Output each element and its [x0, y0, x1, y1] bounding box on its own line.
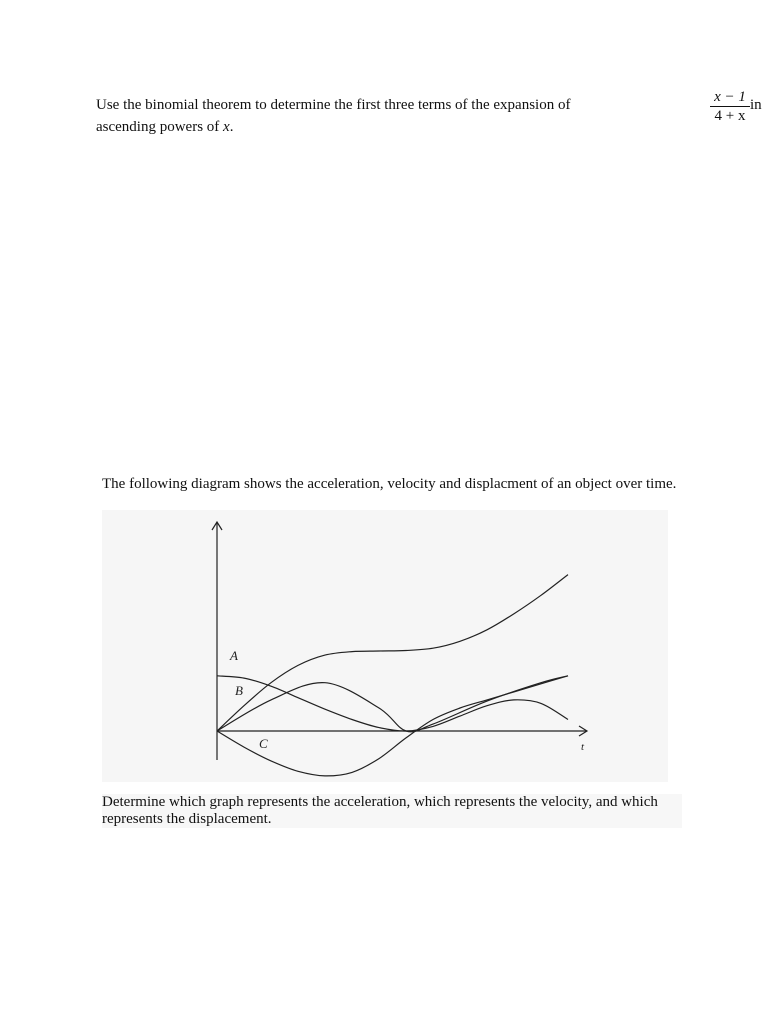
motion-diagram-svg — [102, 510, 668, 782]
question-1 — [96, 89, 762, 135]
question-1-line-2-prefix: ascending powers of — [96, 119, 220, 135]
question-1-text-after: in — [750, 97, 762, 113]
label-a: A — [230, 648, 238, 663]
question-2-prompt: Determine which graph represents the acceleration, which represents the velocity, and which represents the displacement. — [102, 794, 682, 828]
question-1-line-2 — [96, 118, 233, 136]
x-axis-label: t — [581, 741, 585, 753]
motion-diagram — [102, 510, 668, 782]
question-1-line-1 — [96, 89, 762, 124]
question-2-intro: The following diagram shows the acceleration, velocity and displacment of an object over time. — [102, 476, 677, 492]
question-1-variable: x — [223, 119, 230, 135]
curve-top — [217, 575, 568, 731]
question-1-text: Use the binomial theorem to determine the first three terms of the expansion of — [96, 97, 571, 113]
fraction-expression — [710, 89, 750, 124]
fraction-numerator: x − 1 — [710, 89, 750, 107]
label-b: B — [235, 683, 243, 698]
question-1-line-2-suffix: . — [229, 119, 234, 135]
label-c: C — [259, 736, 268, 751]
fraction-denominator: 4 + x — [714, 108, 746, 124]
